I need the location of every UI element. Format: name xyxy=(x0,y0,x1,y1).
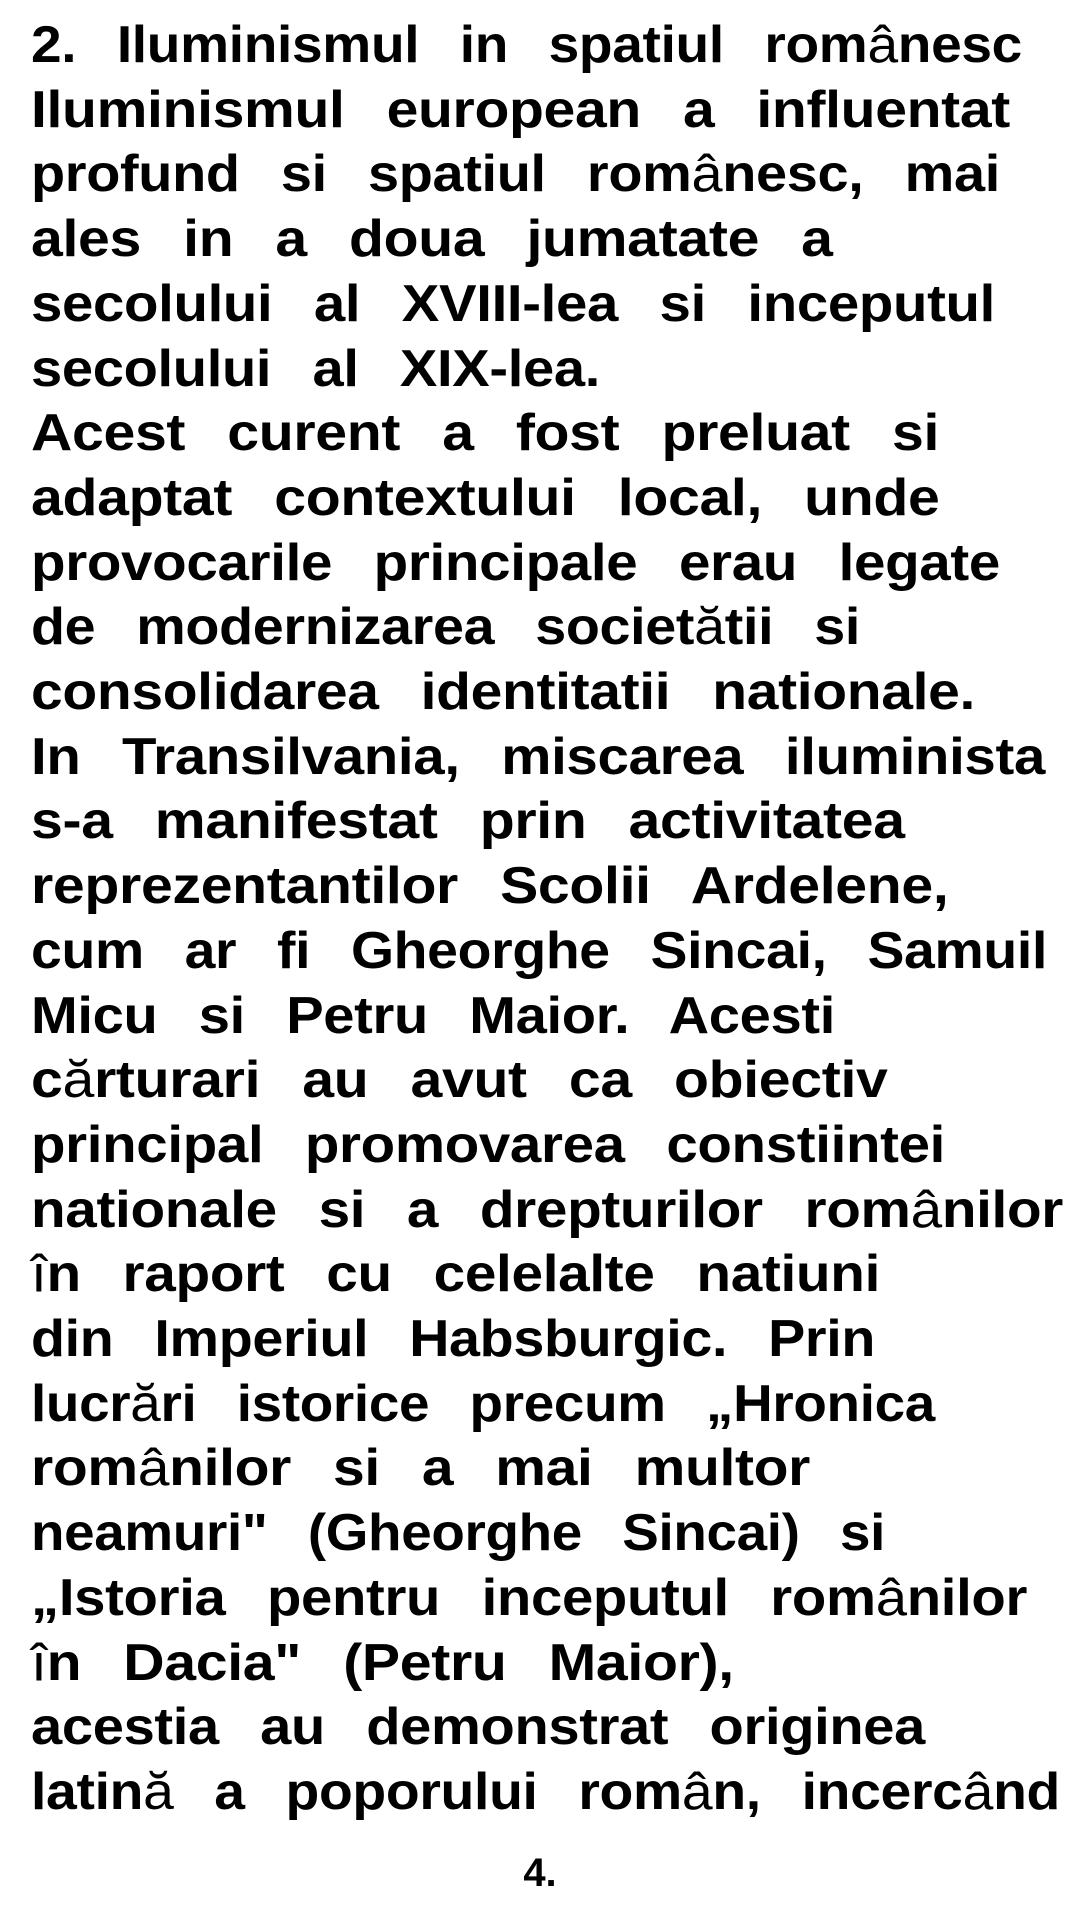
diacritic-glyph: ă xyxy=(130,1374,161,1433)
text-line: în raport cu celelalte natiuni xyxy=(31,1245,881,1304)
text-line: nationale si a drepturilor românilor xyxy=(31,1180,1063,1239)
text-line: secolului al XVIII-lea si inceputul xyxy=(31,274,995,333)
diacritic-glyph: â xyxy=(875,1568,907,1627)
text-line: principal promovarea constiintei xyxy=(31,1115,946,1174)
text-line: provocarile principale erau legate xyxy=(31,533,1000,592)
diacritic-glyph: â xyxy=(962,1762,994,1821)
diacritic-glyph: â xyxy=(681,1762,713,1821)
text-line: Micu si Petru Maior. Acesti xyxy=(31,986,836,1045)
text-line: consolidarea identitatii nationale. xyxy=(31,663,975,721)
diacritic-glyph: ă xyxy=(62,1051,94,1110)
text-line: neamuri" (Gheorghe Sincai) si xyxy=(31,1504,886,1563)
text-line: din Imperiul Habsburgic. Prin xyxy=(31,1310,876,1368)
diacritic-glyph: â xyxy=(137,1439,170,1498)
text-line: cărturari au avut ca obiectiv xyxy=(31,1051,888,1110)
diacritic-glyph: â xyxy=(691,145,723,204)
page-number: 4. xyxy=(523,1851,557,1895)
text-line: „Istoria pentru inceputul românilor xyxy=(31,1568,1028,1627)
diacritic-glyph: î xyxy=(31,1245,47,1304)
text-line: acestia au demonstrat originea xyxy=(31,1698,926,1757)
diacritic-glyph: î xyxy=(31,1633,47,1692)
text-line: cum ar fi Gheorghe Sincai, Samuil xyxy=(31,921,1048,980)
text-line: adaptat contextului local, unde xyxy=(31,468,940,527)
text-line: ales in a doua jumatate a xyxy=(31,210,833,269)
text-line: profund si spatiul românesc, mai xyxy=(31,145,1000,204)
text-line: latină a poporului român, incercând xyxy=(31,1762,1061,1821)
diacritic-glyph: â xyxy=(910,1180,942,1239)
diacritic-glyph: ă xyxy=(694,598,725,657)
text-line: Acest curent a fost preluat si xyxy=(31,404,940,463)
text-line: secolului al XIX-lea. xyxy=(31,339,600,398)
text-line: reprezentantilor Scolii Ardelene, xyxy=(31,857,949,916)
text-line: Iluminismul european a influentat xyxy=(31,80,1010,139)
text-line: lucrări istorice precum „Hronica xyxy=(31,1374,935,1433)
text-line: de modernizarea societătii si xyxy=(31,598,860,657)
text-line: în Dacia" (Petru Maior), xyxy=(31,1633,734,1692)
text-line: românilor si a mai multor xyxy=(31,1439,810,1498)
section-heading: 2. Iluminismul in spatiul românesc xyxy=(31,16,1022,74)
diacritic-glyph: â xyxy=(867,16,898,74)
diacritic-glyph: ă xyxy=(143,1762,174,1821)
text-line: In Transilvania, miscarea iluminista xyxy=(31,727,1046,786)
text-line: s-a manifestat prin activitatea xyxy=(31,792,905,851)
